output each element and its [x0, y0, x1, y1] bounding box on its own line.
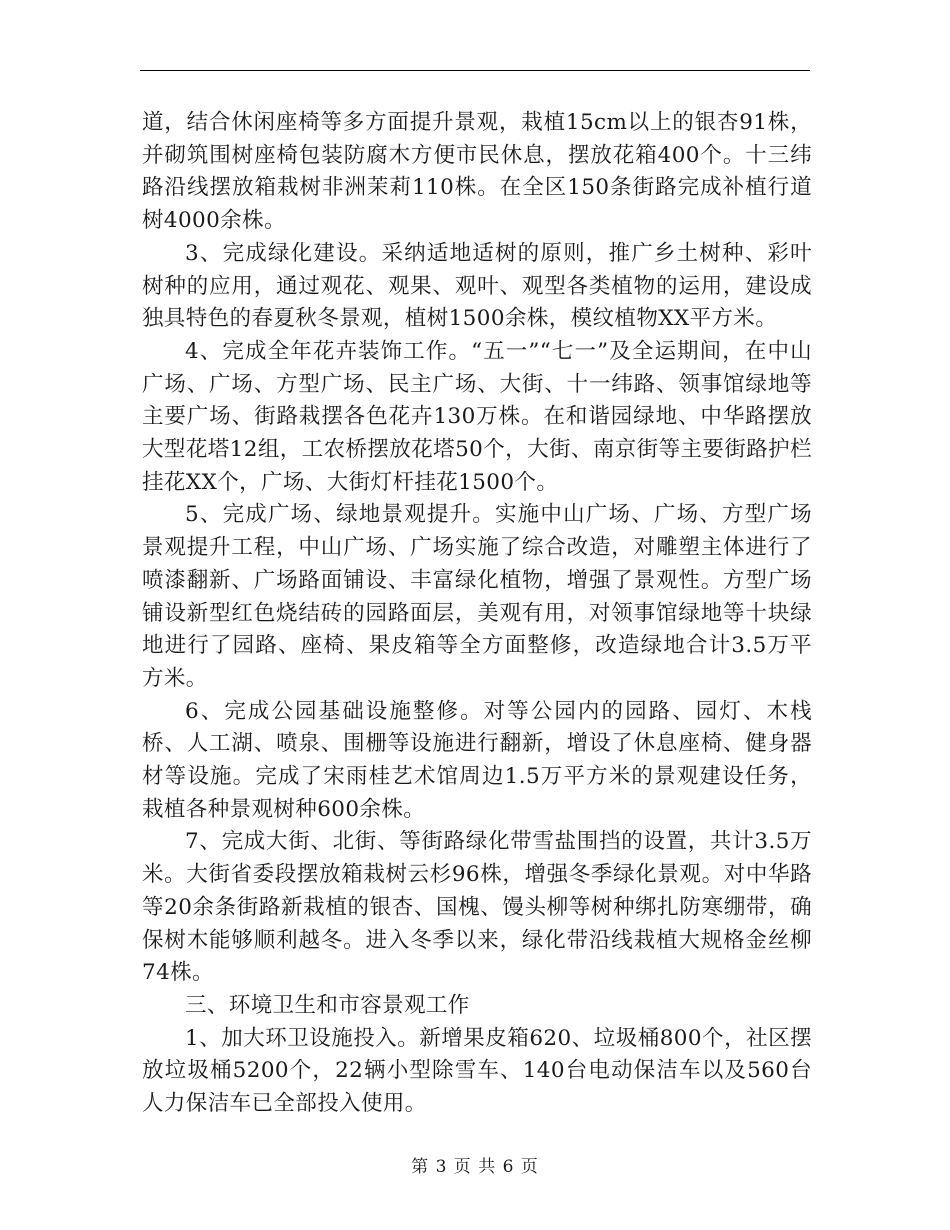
document-body	[142, 107, 812, 1121]
body-paragraph: 3、完成绿化建设。采纳适地适树的原则，推广乡土树种、彩叶树种的应用，通过观花、观果、观叶、观型各类植物的运用，建设成独具特色的春夏秋冬景观，植树1500余株，模纹植物XX平方米。	[142, 240, 812, 332]
body-paragraph: 7、完成大街、北街、等街路绿化带雪盐围挡的设置，共计3.5万米。大街省委段摆放箱栽树云杉96株，增强冬季绿化景观。对中华路等20余条街路新栽植的银杏、国槐、馒头柳等树种绑扎防寒绷带，确保树木能够顺利越冬。进入冬季以来，绿化带沿线栽植大规格金丝柳74株。	[142, 829, 812, 986]
section-heading: 三、环境卫生和市容景观工作	[185, 992, 470, 1018]
body-paragraph: 4、完成全年花卉装饰工作。“五一”“七一”及全运期间，在中山广场、广场、方型广场、民主广场、大街、十一纬路、领事馆绿地等主要广场、街路栽摆各色花卉130万株。在和谐园绿地、中华路摆放大型花塔12组，工农桥摆放花塔50个，大街、南京街等主要街路护栏挂花XX个，广场、大街灯杆挂花1500个。	[142, 338, 812, 495]
body-paragraph: 1、加大环卫设施投入。新增果皮箱620、垃圾桶800个，社区摆放垃圾桶5200个，22辆小型除雪车、140台电动保洁车以及560台人力保洁车已全部投入使用。	[142, 1025, 812, 1117]
page-number: 第 3 页 共 6 页	[411, 1157, 539, 1177]
body-paragraph: 道，结合休闲座椅等多方面提升景观，栽植15cm以上的银杏91株，并砌筑围树座椅包装防腐木方便市民休息，摆放花箱400个。十三纬路沿线摆放箱栽树非洲茉莉110株。在全区150条街路完成补植行道树4000余株。	[142, 110, 812, 234]
header-rule	[140, 70, 810, 71]
body-paragraph: 5、完成广场、绿地景观提升。实施中山广场、广场、方型广场景观提升工程，中山广场、广场实施了综合改造，对雕塑主体进行了喷漆翻新、广场路面铺设、丰富绿化植物，增强了景观性。方型广场铺设新型红色烧结砖的园路面层，美观有用，对领事馆绿地等十块绿地进行了园路、座椅、果皮箱等全方面整修，改造绿地合计3.5万平方米。	[142, 502, 812, 691]
body-paragraph: 6、完成公园基础设施整修。对等公园内的园路、园灯、木栈桥、人工湖、喷泉、围栅等设施进行翻新，增设了休息座椅、健身器材等设施。完成了宋雨桂艺术馆周边1.5万平方米的景观建设任务，栽植各种景观树种600余株。	[142, 698, 812, 822]
